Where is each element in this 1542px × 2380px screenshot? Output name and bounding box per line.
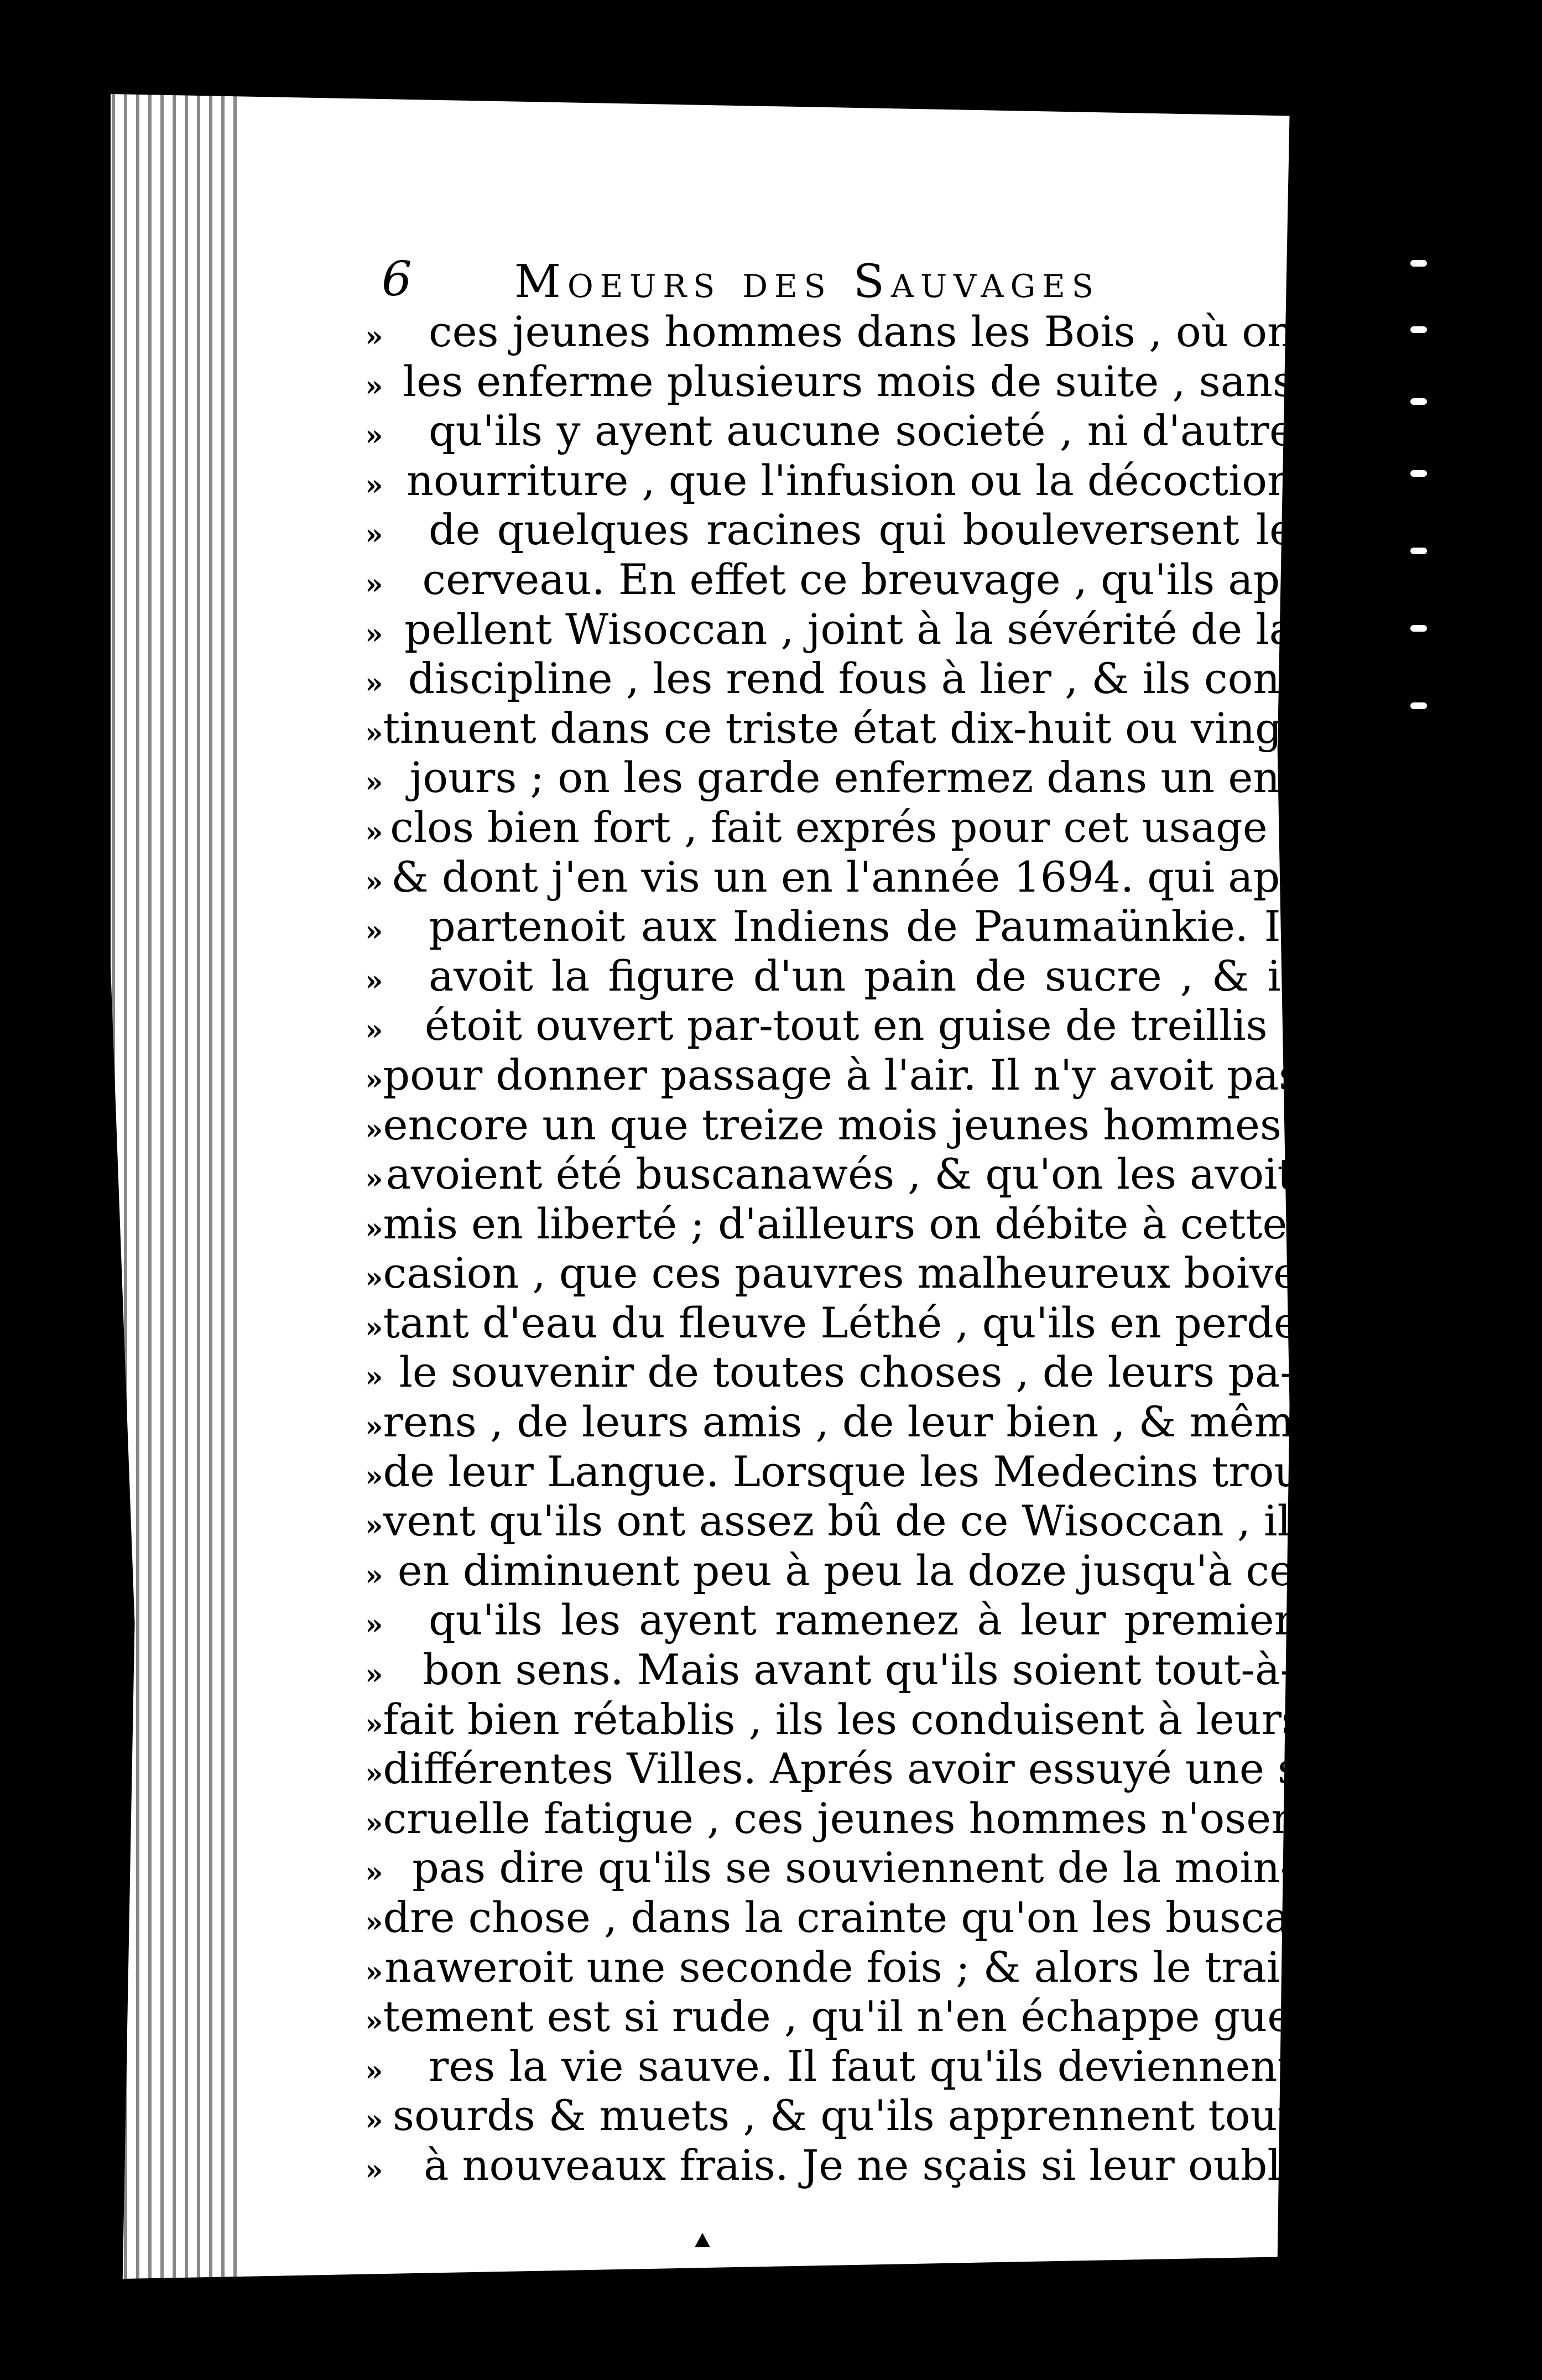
text-line bbox=[365, 753, 1294, 803]
line-text: mis en liberté ; d'ailleurs on débite à cette oc- bbox=[383, 1199, 1364, 1248]
quotation-mark: » bbox=[365, 914, 383, 949]
text-line bbox=[365, 1347, 1294, 1397]
body-text bbox=[365, 307, 1364, 2190]
quotation-mark: » bbox=[365, 2004, 383, 2039]
text-line bbox=[365, 2091, 1294, 2141]
line-text: différentes Villes. Aprés avoir essuyé une si bbox=[383, 1744, 1313, 1794]
line-text: casion , que ces pauvres malheureux boivent bbox=[383, 1248, 1342, 1298]
text-line bbox=[365, 406, 1294, 456]
text-line bbox=[365, 1843, 1294, 1893]
text-line bbox=[365, 456, 1294, 506]
line-text: rens , de leurs amis , de leur bien , & même bbox=[383, 1397, 1319, 1447]
quotation-mark: » bbox=[365, 1063, 383, 1097]
line-text: pour donner passage à l'air. Il n'y avoit pas bbox=[383, 1050, 1301, 1100]
quotation-mark: » bbox=[365, 567, 383, 601]
quotation-mark: » bbox=[365, 1955, 383, 1989]
line-text: les enferme plusieurs mois de suite , sans bbox=[403, 356, 1294, 406]
line-text: sourds & muets , & qu'ils apprennent tout bbox=[393, 2091, 1294, 2141]
text-line bbox=[365, 1149, 1294, 1199]
line-text: ces jeunes hommes dans les Bois , où on bbox=[429, 307, 1294, 356]
text-line bbox=[365, 505, 1294, 555]
quotation-mark: » bbox=[365, 1013, 383, 1048]
quotation-mark: » bbox=[365, 964, 383, 998]
quotation-mark: » bbox=[365, 666, 383, 701]
quotation-mark: » bbox=[365, 1211, 383, 1246]
text-line bbox=[365, 703, 1299, 753]
quotation-mark: » bbox=[365, 1806, 383, 1840]
line-text: étoit ouvert par-tout en guise de treillis , bbox=[424, 1001, 1294, 1050]
text-line bbox=[365, 1595, 1294, 1645]
line-text: encore un que treize mois jeunes hommes y bbox=[383, 1100, 1319, 1149]
text-line bbox=[365, 1546, 1294, 1596]
line-text: dre chose , dans la crainte qu'on les busca- bbox=[383, 1893, 1304, 1942]
quotation-mark: » bbox=[365, 1261, 383, 1295]
line-text: qu'ils y ayent aucune societé , ni d'autre bbox=[429, 406, 1294, 456]
quotation-mark: » bbox=[365, 1856, 383, 1890]
line-text: le souvenir de toutes choses , de leurs pa- bbox=[399, 1347, 1294, 1397]
text-line bbox=[365, 1992, 1306, 2042]
running-head: Moeurs des Sauvages bbox=[514, 256, 1100, 308]
quotation-mark: » bbox=[365, 518, 383, 552]
quotation-mark: » bbox=[365, 617, 383, 651]
page-number: 6 bbox=[382, 252, 412, 307]
quotation-mark: » bbox=[365, 1360, 383, 1394]
quotation-mark: » bbox=[365, 1310, 383, 1345]
text-line bbox=[365, 307, 1294, 357]
text-line bbox=[365, 1298, 1343, 1348]
text-line bbox=[365, 1893, 1304, 1942]
line-text: discipline , les rend fous à lier , & ils con- bbox=[408, 654, 1294, 704]
line-text: cruelle fatigue , ces jeunes hommes n'osent bbox=[383, 1793, 1315, 1843]
text-line bbox=[365, 1050, 1301, 1100]
line-text: en diminuent peu à peu la doze jusqu'à ce bbox=[397, 1545, 1294, 1595]
line-text: à nouveaux frais. Je ne sçais si leur oubli bbox=[424, 2140, 1294, 2190]
quotation-mark: » bbox=[365, 864, 383, 899]
text-line bbox=[365, 1744, 1313, 1794]
line-text: pellent Wisoccan , joint à la sévérité de la bbox=[404, 604, 1294, 654]
text-line bbox=[365, 1397, 1319, 1447]
text-line bbox=[365, 654, 1294, 704]
quotation-mark: » bbox=[365, 419, 383, 453]
quotation-mark: » bbox=[365, 1707, 383, 1741]
quotation-mark: » bbox=[365, 1905, 383, 1939]
text-line bbox=[365, 1496, 1312, 1546]
line-text: & dont j'en vis un en l'année 1694. qui ap- bbox=[391, 852, 1294, 902]
line-text: tant d'eau du fleuve Léthé , qu'ils en perdent bbox=[383, 1298, 1343, 1347]
quotation-mark: » bbox=[365, 1757, 383, 1791]
text-line bbox=[365, 555, 1294, 605]
text-line bbox=[365, 951, 1294, 1001]
page-gutter-shadow bbox=[100, 94, 243, 2279]
quotation-mark: » bbox=[365, 369, 383, 403]
quotation-mark: » bbox=[365, 1608, 383, 1642]
text-line bbox=[365, 605, 1294, 654]
quotation-mark: » bbox=[365, 765, 383, 800]
facing-page-edge bbox=[1410, 260, 1471, 758]
text-line bbox=[365, 1100, 1319, 1150]
line-text: clos bien fort , fait exprés pour cet usage , bbox=[390, 802, 1294, 852]
text-line bbox=[365, 1199, 1364, 1249]
quotation-mark: » bbox=[365, 1558, 383, 1592]
text-line bbox=[365, 1694, 1303, 1744]
text-line bbox=[365, 1942, 1294, 1992]
printers-ornament bbox=[691, 2232, 713, 2248]
line-text: res la vie sauve. Il faut qu'ils deviennent bbox=[429, 2041, 1294, 2091]
text-line bbox=[365, 803, 1294, 852]
text-line bbox=[365, 852, 1294, 902]
line-text: tinuent dans ce triste état dix-huit ou vingt bbox=[383, 703, 1299, 753]
line-text: fait bien rétablis , ils les conduisent à leurs bbox=[383, 1694, 1303, 1744]
text-line bbox=[365, 1793, 1315, 1843]
quotation-mark: » bbox=[365, 716, 383, 750]
quotation-mark: » bbox=[365, 1112, 383, 1147]
text-line bbox=[365, 1645, 1294, 1695]
quotation-mark: » bbox=[365, 1162, 383, 1196]
line-text: avoient été buscanawés , & qu'on les avoit bbox=[386, 1149, 1294, 1199]
line-text: de quelques racines qui bouleversent le bbox=[429, 505, 1294, 555]
text-line bbox=[365, 1248, 1342, 1298]
line-text: cerveau. En effet ce breuvage , qu'ils ap- bbox=[422, 554, 1294, 604]
line-text: pas dire qu'ils se souviennent de la moin- bbox=[412, 1843, 1294, 1893]
line-text: vent qu'ils ont assez bû de ce Wisoccan , ils bbox=[383, 1496, 1312, 1546]
text-line bbox=[365, 357, 1294, 407]
quotation-mark: » bbox=[365, 2153, 383, 2187]
quotation-mark: » bbox=[365, 468, 383, 502]
quotation-mark: » bbox=[365, 815, 383, 849]
quotation-mark: » bbox=[365, 1509, 383, 1543]
line-text: qu'ils les ayent ramenez à leur premier bbox=[429, 1595, 1294, 1645]
quotation-mark: » bbox=[365, 2054, 383, 2088]
line-text: nourriture , que l'infusion ou la décoction bbox=[406, 455, 1294, 505]
line-text: avoit la figure d'un pain de sucre , & il bbox=[429, 951, 1294, 1001]
quotation-mark: » bbox=[365, 1410, 383, 1444]
text-line bbox=[365, 2042, 1294, 2091]
text-line bbox=[365, 2141, 1294, 2190]
line-text: de leur Langue. Lorsque les Medecins trou- bbox=[383, 1446, 1316, 1496]
line-text: partenoit aux Indiens de Paumaünkie. Il bbox=[429, 902, 1294, 951]
quotation-mark: » bbox=[365, 1459, 383, 1493]
line-text: tement est si rude , qu'il n'en échappe gue- bbox=[383, 1992, 1306, 2042]
line-text: bon sens. Mais avant qu'ils soient tout-à- bbox=[423, 1645, 1294, 1695]
line-text: jours ; on les garde enfermez dans un en- bbox=[409, 753, 1294, 803]
quotation-mark: » bbox=[365, 2103, 383, 2138]
text-line bbox=[365, 1446, 1316, 1497]
quotation-mark: » bbox=[365, 1658, 383, 1692]
quotation-mark: » bbox=[365, 320, 383, 353]
line-text: naweroit une seconde fois ; & alors le trai- bbox=[384, 1942, 1294, 1992]
text-line bbox=[365, 1001, 1294, 1050]
text-line bbox=[365, 902, 1294, 951]
